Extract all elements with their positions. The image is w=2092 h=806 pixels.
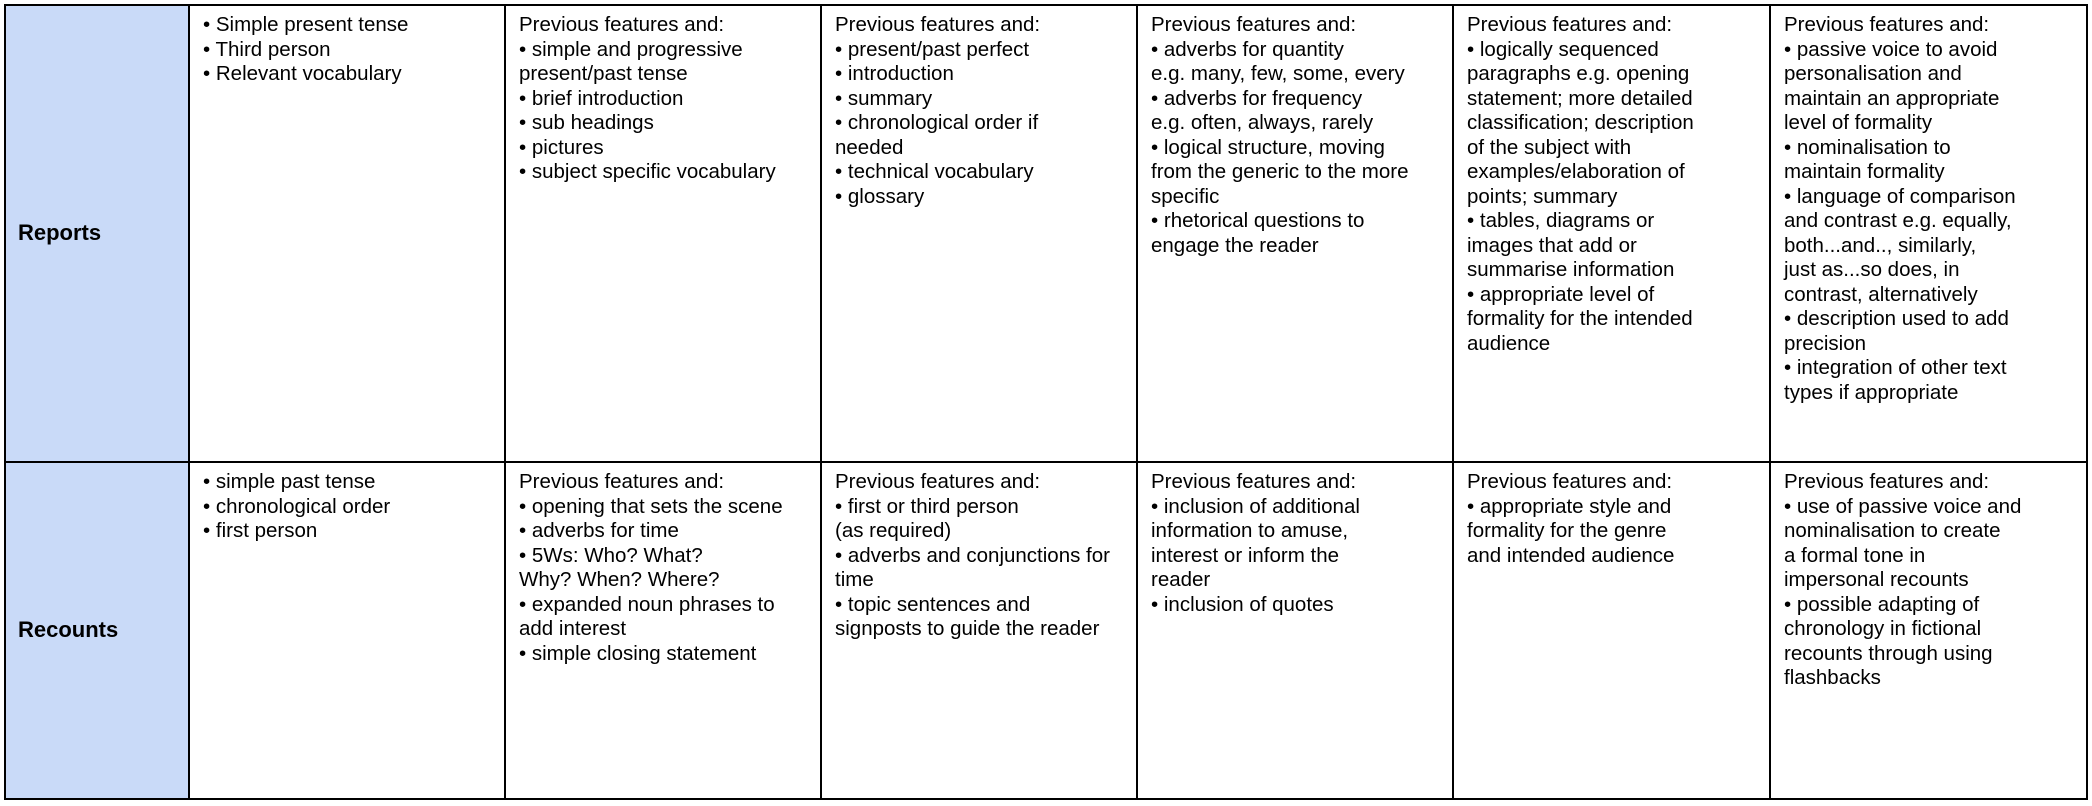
cell-line: personalisation and [1784, 62, 1962, 85]
cell-line: Previous features and: [519, 13, 725, 36]
cell-line: interest or inform the [1151, 543, 1339, 567]
cell-line: precision [1784, 331, 1867, 355]
cell-line: statement; more detailed [1467, 86, 1693, 110]
cell-reports-col1 [189, 5, 505, 462]
cell-line: formality for the genre [1467, 519, 1667, 542]
cell-line: • Relevant vocabulary [203, 62, 402, 85]
cell-line: • opening that sets the scene [519, 494, 783, 518]
cell-line: e.g. often, always, rarely [1151, 111, 1374, 134]
cell-line: Previous features and: [1151, 13, 1357, 36]
cell-line: • chronological order [203, 494, 391, 518]
cell-line: contrast, alternatively [1784, 282, 1978, 306]
cell-line: present/past tense [519, 62, 688, 85]
cell-line: • adverbs for time [519, 519, 679, 542]
cell-line: • glossary [835, 184, 925, 208]
cell-line: maintain an appropriate [1784, 86, 2000, 110]
cell-line: • simple and progressive [519, 37, 743, 61]
cell-line: • inclusion of quotes [1151, 592, 1334, 616]
cell-reports-col2 [505, 5, 821, 462]
cell-reports-col3 [821, 5, 1137, 462]
cell-line: • brief introduction [519, 86, 684, 110]
cell-line: from the generic to the more [1151, 160, 1409, 183]
cell-line: • simple closing statement [519, 641, 757, 665]
cell-line: reader [1151, 568, 1211, 591]
cell-line: summarise information [1467, 258, 1675, 281]
cell-line: information to amuse, [1151, 519, 1349, 542]
cell-line: • use of passive voice and [1784, 494, 2022, 518]
cell-reports-col6 [1770, 5, 2087, 462]
cell-line: • possible adapting of [1784, 592, 1980, 616]
cell-line: • Simple present tense [203, 13, 409, 36]
cell-line: • first or third person [835, 494, 1019, 518]
cell-line: specific [1151, 184, 1220, 208]
cell-line: • expanded noun phrases to [519, 592, 775, 616]
cell-line: just as...so does, in [1784, 258, 1960, 281]
cell-line: audience [1467, 331, 1551, 355]
cell-line: time [835, 568, 874, 591]
cell-line: flashbacks [1784, 666, 1881, 689]
cell-line: needed [835, 135, 904, 159]
cell-line: Previous features and: [1784, 470, 1990, 493]
cell-line: • logically sequenced [1467, 37, 1659, 61]
cell-line: • integration of other text [1784, 356, 2007, 379]
cell-line: • 5Ws: Who? What? [519, 543, 703, 567]
cell-line: • language of comparison [1784, 184, 2016, 208]
cell-line: • Third person [203, 37, 331, 61]
cell-line: • adverbs for frequency [1151, 86, 1363, 110]
cell-line: formality for the intended [1467, 307, 1693, 330]
cell-recounts-col6 [1770, 462, 2087, 799]
cell-line: of the subject with [1467, 135, 1632, 159]
cell-line: and intended audience [1467, 543, 1675, 567]
cell-line: both...and.., similarly, [1784, 233, 1977, 257]
cell-recounts-col1 [189, 462, 505, 799]
cell-line: • logical structure, moving [1151, 135, 1385, 159]
row-header-recounts: Recounts [5, 462, 189, 799]
cell-line: • introduction [835, 62, 954, 85]
cell-line: • appropriate level of [1467, 282, 1655, 306]
text-features-table [4, 4, 2088, 800]
cell-line: images that add or [1467, 233, 1637, 257]
cell-line: • nominalisation to [1784, 135, 1951, 159]
cell-line: • pictures [519, 135, 604, 159]
cell-line: • technical vocabulary [835, 160, 1034, 183]
cell-line: • description used to add [1784, 307, 2009, 330]
cell-line: • appropriate style and [1467, 494, 1672, 518]
cell-line: and contrast e.g. equally, [1784, 209, 2012, 232]
cell-line: Previous features and: [1467, 13, 1673, 36]
cell-line: examples/elaboration of [1467, 160, 1685, 183]
cell-line: paragraphs e.g. opening [1467, 62, 1690, 85]
cell-line: • simple past tense [203, 470, 376, 493]
cell-line: signposts to guide the reader [835, 617, 1100, 640]
cell-line: (as required) [835, 519, 952, 542]
cell-line: engage the reader [1151, 233, 1319, 257]
cell-line: • adverbs for quantity [1151, 37, 1344, 61]
cell-line: Previous features and: [835, 470, 1041, 493]
cell-line: nominalisation to create [1784, 519, 2001, 542]
cell-line: points; summary [1467, 184, 1618, 208]
cell-line: Previous features and: [1151, 470, 1357, 493]
cell-line: types if appropriate [1784, 380, 1959, 404]
cell-line: chronology in fictional [1784, 617, 1982, 640]
cell-line: Why? When? Where? [519, 568, 720, 591]
cell-line: • rhetorical questions to [1151, 209, 1365, 232]
cell-line: impersonal recounts [1784, 568, 1969, 591]
cell-reports-col5 [1453, 5, 1770, 462]
cell-line: • first person [203, 519, 318, 542]
cell-recounts-col4 [1137, 462, 1453, 799]
cell-recounts-col2 [505, 462, 821, 799]
cell-recounts-col5 [1453, 462, 1770, 799]
cell-line: • subject specific vocabulary [519, 160, 776, 183]
cell-line: a formal tone in [1784, 543, 1926, 567]
cell-reports-col4 [1137, 5, 1453, 462]
cell-line: Previous features and: [835, 13, 1041, 36]
cell-line: Previous features and: [1784, 13, 1990, 36]
cell-recounts-col3 [821, 462, 1137, 799]
cell-line: level of formality [1784, 111, 1933, 134]
cell-line: • adverbs and conjunctions for [835, 543, 1110, 567]
cell-line: • chronological order if [835, 111, 1039, 134]
cell-line: maintain formality [1784, 160, 1945, 183]
cell-line: • topic sentences and [835, 592, 1031, 616]
row-header-reports: Reports [5, 5, 189, 462]
table-row-recounts [5, 462, 2087, 799]
cell-line: recounts through using [1784, 641, 1993, 665]
table-row-reports [5, 5, 2087, 462]
cell-line: Previous features and: [519, 470, 725, 493]
cell-line: classification; description [1467, 111, 1694, 134]
cell-line: • tables, diagrams or [1467, 209, 1655, 232]
cell-line: • present/past perfect [835, 37, 1030, 61]
cell-line: • inclusion of additional [1151, 494, 1360, 518]
cell-line: e.g. many, few, some, every [1151, 62, 1405, 85]
cell-line: • sub headings [519, 111, 654, 134]
cell-line: • summary [835, 86, 933, 110]
cell-line: • passive voice to avoid [1784, 37, 1998, 61]
cell-line: add interest [519, 617, 627, 640]
cell-line: Previous features and: [1467, 470, 1673, 493]
